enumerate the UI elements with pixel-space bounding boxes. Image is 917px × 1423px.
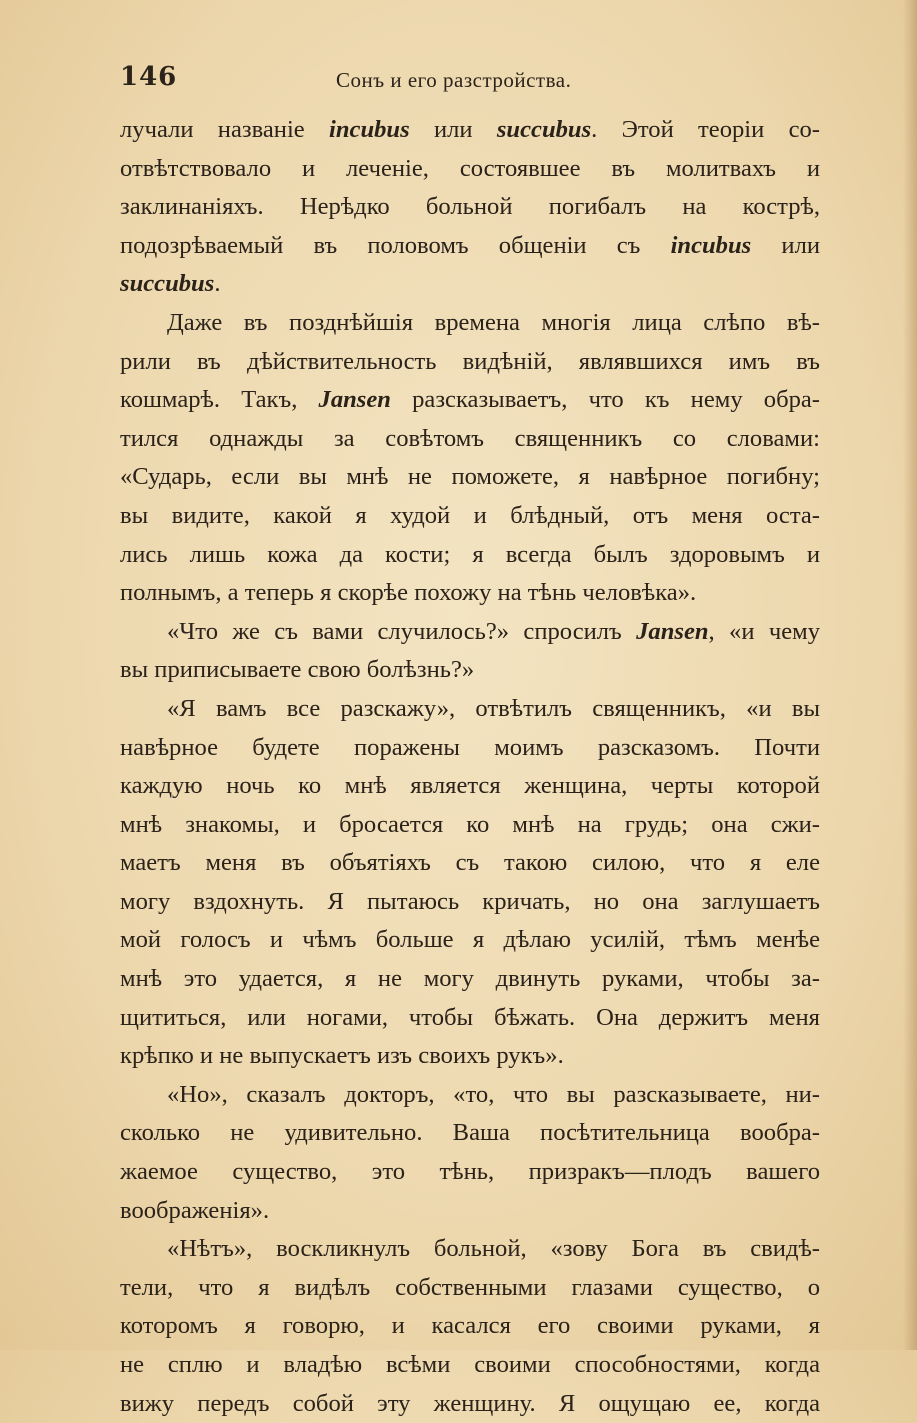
text-line: мнѣ знакомы, и бросается ко мнѣ на грудь; она сжи- xyxy=(120,810,820,838)
text-line: тился однажды за совѣтомъ священникъ со словами: xyxy=(120,424,820,452)
text-line: заклинаніяхъ. Нерѣдко больной погибалъ на кострѣ, xyxy=(120,193,820,221)
text-line: «Я вамъ все разскажу», отвѣтилъ священникъ, «и вы xyxy=(167,694,820,722)
text-line: вы видите, какой я худой и блѣдный, отъ меня оста- xyxy=(120,501,820,529)
text-line: «Нѣтъ», воскликнулъ больной, «зову Бога въ свидѣ- xyxy=(167,1235,820,1263)
text-line: полнымъ, а теперь я скорѣе похожу на тѣнь человѣка». xyxy=(120,579,697,607)
text-line: мой голосъ и чѣмъ больше я дѣлаю усилій, тѣмъ менѣе xyxy=(120,926,820,954)
text-line: крѣпко и не выпускаетъ изъ своихъ рукъ». xyxy=(120,1042,564,1070)
text-line: мнѣ это удается, я не могу двинуть руками, чтобы за- xyxy=(120,965,820,993)
text-line: лись лишь кожа да кости; я всегда былъ здоровымъ и xyxy=(120,540,820,568)
text-line: подозрѣваемый въ половомъ общеніи съ incubus или xyxy=(120,231,820,259)
text-line: «Что же съ вами случилось?» спросилъ Jansen, «и чему xyxy=(167,617,820,645)
page-edge-shadow xyxy=(903,0,917,1350)
text-line: жаемое существо, это тѣнь, призракъ—плодъ вашего xyxy=(120,1158,820,1186)
text-line: рили въ дѣйствительность видѣній, являвшихся имъ въ xyxy=(120,347,820,375)
text-line: навѣрное будете поражены моимъ разсказомъ. Почти xyxy=(120,733,820,761)
text-line: кошмарѣ. Такъ, Jansen разсказываетъ, что къ нему обра- xyxy=(120,386,820,414)
text-line: succubus. xyxy=(120,270,221,298)
text-line: «Сударь, если вы мнѣ не поможете, я навѣрное погибну; xyxy=(120,463,820,491)
text-line: не сплю и владѣю всѣми своими способностями, когда xyxy=(120,1351,820,1378)
running-title: Сонъ и его разстройства. xyxy=(336,68,572,92)
text-line: «Но», сказалъ докторъ, «то, что вы разсказываете, ни- xyxy=(167,1080,820,1108)
text-line: щититься, или ногами, чтобы бѣжать. Она держитъ меня xyxy=(120,1003,820,1031)
text-line: маетъ меня въ объятіяхъ съ такою силою, что я еле xyxy=(120,849,820,877)
text-line: каждую ночь ко мнѣ является женщина, черты которой xyxy=(120,772,820,800)
page-number: 146 xyxy=(120,62,178,92)
text-line: могу вздохнуть. Я пытаюсь кричать, но она заглушаетъ xyxy=(120,887,820,915)
text-line: вы приписываете свою болѣзнь?» xyxy=(120,656,475,684)
body-text xyxy=(120,111,820,1423)
text-line: лучали названіе incubus или succubus. Этой теоріи со- xyxy=(120,116,820,143)
text-line: воображенія». xyxy=(120,1196,270,1224)
text-line: тели, что я видѣлъ собственными глазами существо, о xyxy=(120,1273,820,1301)
page-header xyxy=(120,62,820,102)
text-line: которомъ я говорю, и касался его своими руками, я xyxy=(120,1312,820,1340)
text-line: вижу передъ собой эту женщину. Я ощущаю ее, когда xyxy=(120,1389,820,1417)
text-line: сколько не удивительно. Ваша посѣтительница вообра- xyxy=(120,1119,820,1147)
text-line: отвѣтствовало и леченіе, состоявшее въ молитвахъ и xyxy=(120,154,820,182)
text-line: Даже въ позднѣйшія времена многія лица слѣпо вѣ- xyxy=(167,308,820,336)
